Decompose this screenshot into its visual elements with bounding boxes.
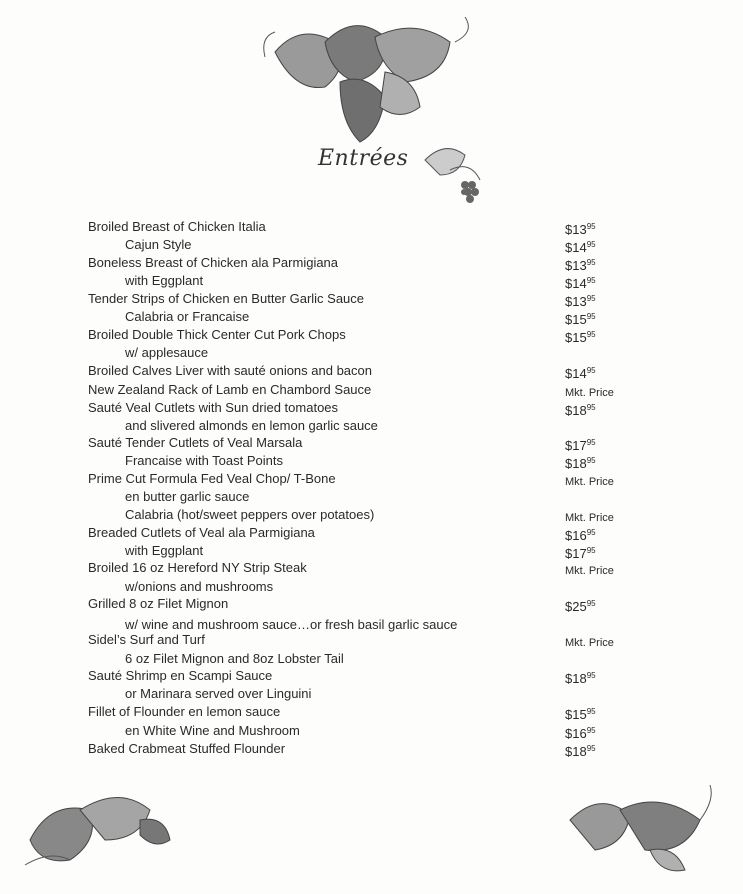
menu-item-option: en White Wine and Mushroom (125, 723, 300, 738)
price-cents: 95 (586, 599, 596, 608)
menu-item-option: or Marinara served over Linguini (125, 686, 312, 701)
menu-item (0, 399, 743, 417)
menu-item-name: Tender Strips of Chicken en Butter Garlic Sauce (88, 291, 365, 306)
price-dollars: $14 (565, 366, 587, 381)
menu-item-price (565, 740, 596, 761)
menu-item-price: Mkt. Price (565, 387, 614, 399)
price-cents: 95 (586, 546, 596, 555)
menu-item-price (565, 703, 596, 724)
menu-item-name: Sauté Veal Cutlets with Sun dried tomatoes (88, 400, 339, 415)
menu-item-name: Baked Crabmeat Stuffed Flounder (88, 741, 286, 756)
menu-item-name: Sidel’s Surf and Turf (88, 632, 205, 647)
menu-item (0, 542, 743, 560)
menu-item (0, 272, 743, 290)
price-cents: 95 (586, 528, 596, 537)
price-cents: 95 (586, 744, 596, 753)
price-cents: 95 (586, 240, 596, 249)
menu-item (0, 362, 743, 380)
menu-item (0, 667, 743, 685)
price-cents: 95 (586, 276, 596, 285)
price-dollars: $15 (565, 707, 587, 722)
price-dollars: $17 (565, 546, 587, 561)
price-cents: 95 (586, 258, 596, 267)
menu-item (0, 631, 743, 649)
menu-item-name: Broiled 16 oz Hereford NY Strip Steak (88, 560, 307, 575)
menu-item-option: with Eggplant (125, 273, 204, 288)
price-cents: 95 (586, 294, 596, 303)
price-dollars: $13 (565, 258, 587, 273)
menu-item (0, 236, 743, 254)
menu-item-price: Mkt. Price (565, 565, 614, 577)
price-cents: 95 (586, 438, 596, 447)
price-dollars: $15 (565, 330, 587, 345)
price-cents: 95 (586, 456, 596, 465)
menu-item (0, 488, 743, 506)
price-dollars: $16 (565, 726, 587, 741)
section-title: Entrées (318, 146, 409, 171)
menu-item (0, 344, 743, 362)
menu-item-option: with Eggplant (125, 543, 204, 558)
menu-item-price: Mkt. Price (565, 512, 614, 524)
price-dollars: $13 (565, 222, 587, 237)
price-cents: 95 (586, 403, 596, 412)
menu-item-option: and slivered almonds en lemon garlic sauce (125, 418, 378, 433)
menu-item (0, 434, 743, 452)
menu-item-option: Calabria or Francaise (125, 309, 250, 324)
menu-item (0, 218, 743, 236)
menu-item (0, 685, 743, 703)
menu-item-name: Sauté Tender Cutlets of Veal Marsala (88, 435, 303, 450)
menu-item (0, 290, 743, 308)
price-dollars: $18 (565, 744, 587, 759)
menu-item-option: w/ wine and mushroom sauce…or fresh basil garlic sauce (125, 617, 458, 632)
price-cents: 95 (586, 707, 596, 716)
price-dollars: $18 (565, 671, 587, 686)
menu-item-name: Sauté Shrimp en Scampi Sauce (88, 668, 273, 683)
vine-ornament-bottom-right (560, 780, 720, 875)
menu-item-option: w/onions and mushrooms (125, 579, 274, 594)
menu-item (0, 650, 743, 668)
menu-item (0, 722, 743, 740)
price-dollars: $15 (565, 312, 587, 327)
grape-ornament (420, 140, 500, 215)
menu-item (0, 506, 743, 524)
menu-item (0, 559, 743, 577)
menu-item (0, 578, 743, 596)
menu-item (0, 524, 743, 542)
menu-item-name: Broiled Calves Liver with sauté onions and bacon (88, 363, 373, 378)
menu-item-name: Broiled Breast of Chicken Italia (88, 219, 266, 234)
menu-item-name: Boneless Breast of Chicken ala Parmigiana (88, 255, 339, 270)
menu-item (0, 308, 743, 326)
menu-item (0, 595, 743, 613)
menu-item-price (565, 595, 596, 616)
menu-item (0, 417, 743, 435)
menu-item-name: Breaded Cutlets of Veal ala Parmigiana (88, 525, 315, 540)
price-dollars: $18 (565, 403, 587, 418)
menu-item-name: New Zealand Rack of Lamb en Chambord Sauce (88, 382, 372, 397)
menu-item-price: Mkt. Price (565, 476, 614, 488)
menu-item-price: Mkt. Price (565, 637, 614, 649)
price-dollars: $14 (565, 240, 587, 255)
menu-item-price (565, 362, 596, 383)
menu-item-option: 6 oz Filet Mignon and 8oz Lobster Tail (125, 651, 344, 666)
price-cents: 95 (586, 330, 596, 339)
menu-item (0, 326, 743, 344)
vine-ornament-bottom-left (20, 780, 180, 875)
menu-item-name: Broiled Double Thick Center Cut Pork Chops (88, 327, 346, 342)
menu-item-name: Prime Cut Formula Fed Veal Chop/ T-Bone (88, 471, 336, 486)
menu-item (0, 254, 743, 272)
price-cents: 95 (586, 366, 596, 375)
price-dollars: $25 (565, 599, 587, 614)
menu-item-name: Grilled 8 oz Filet Mignon (88, 596, 229, 611)
menu-item-option: w/ applesauce (125, 345, 209, 360)
menu-item-name: Fillet of Flounder en lemon sauce (88, 704, 281, 719)
menu-item-option: Francaise with Toast Points (125, 453, 283, 468)
price-dollars: $16 (565, 528, 587, 543)
menu-item (0, 381, 743, 399)
menu-item (0, 703, 743, 721)
vine-ornament-top (255, 12, 485, 152)
price-dollars: $14 (565, 276, 587, 291)
price-cents: 95 (586, 312, 596, 321)
menu-item (0, 740, 743, 758)
price-cents: 95 (586, 222, 596, 231)
menu-item (0, 470, 743, 488)
menu-item-option: en butter garlic sauce (125, 489, 250, 504)
price-dollars: $17 (565, 438, 587, 453)
menu-item-option: Cajun Style (125, 237, 192, 252)
price-dollars: $18 (565, 456, 587, 471)
price-cents: 95 (586, 671, 596, 680)
menu-item (0, 452, 743, 470)
price-dollars: $13 (565, 294, 587, 309)
menu-item-option: Calabria (hot/sweet peppers over potatoes) (125, 507, 375, 522)
price-cents: 95 (586, 726, 596, 735)
